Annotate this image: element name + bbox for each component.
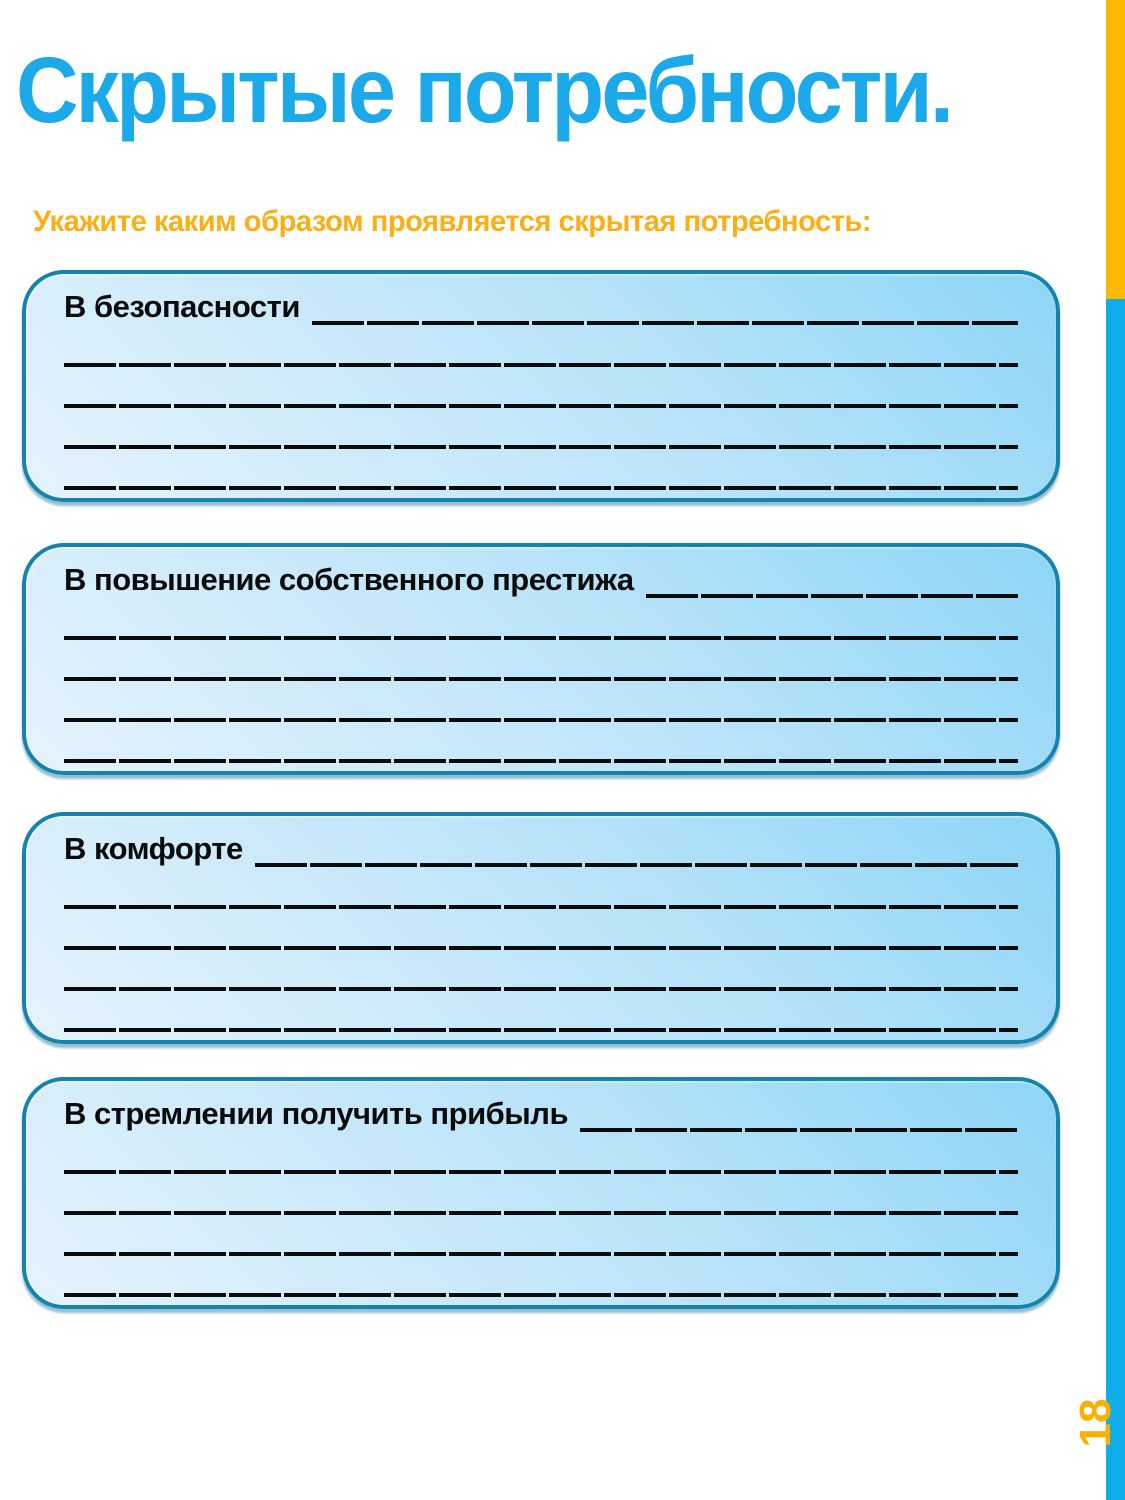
answer-line[interactable] [64, 759, 1018, 763]
answer-line[interactable] [64, 1170, 1018, 1174]
answer-line[interactable] [580, 1128, 1018, 1132]
page-title: Скрытые потребности. [16, 38, 952, 142]
need-box-safety [22, 270, 1060, 502]
need-row-label [64, 547, 1018, 599]
answer-line[interactable] [64, 718, 1018, 722]
stripe-blue-segment [1106, 299, 1125, 1500]
answer-line[interactable] [64, 404, 1018, 408]
answer-line[interactable] [64, 363, 1018, 367]
answer-line[interactable] [64, 905, 1018, 909]
need-row-label [64, 816, 1018, 868]
answer-line[interactable] [64, 1028, 1018, 1032]
answer-line[interactable] [255, 863, 1018, 867]
answer-line[interactable] [64, 946, 1018, 950]
answer-line[interactable] [64, 445, 1018, 449]
need-row-label [64, 1081, 1018, 1133]
answer-line[interactable] [64, 1252, 1018, 1256]
answer-line[interactable] [312, 321, 1018, 325]
stripe-yellow-segment [1106, 0, 1125, 299]
edge-accent-stripe [1106, 0, 1125, 1500]
need-box-profit [22, 1077, 1060, 1309]
need-label: В стремлении получить прибыль [64, 1096, 569, 1131]
answer-line[interactable] [64, 486, 1018, 490]
need-label: В безопасности [64, 289, 300, 324]
answer-line[interactable] [64, 1211, 1018, 1215]
need-label: В комфорте [64, 831, 243, 866]
answer-line[interactable] [646, 594, 1018, 598]
answer-line[interactable] [64, 636, 1018, 640]
instruction-text: Укажите каким образом проявляется скрытая потребность: [33, 205, 872, 238]
answer-line[interactable] [64, 987, 1018, 991]
need-box-comfort [22, 812, 1060, 1044]
need-box-prestige [22, 543, 1060, 775]
need-row-label [64, 274, 1018, 326]
answer-line[interactable] [64, 1293, 1018, 1297]
answer-line[interactable] [64, 677, 1018, 681]
page-number: 18 [1071, 1398, 1120, 1448]
need-label: В повышение собственного престижа [64, 562, 634, 597]
